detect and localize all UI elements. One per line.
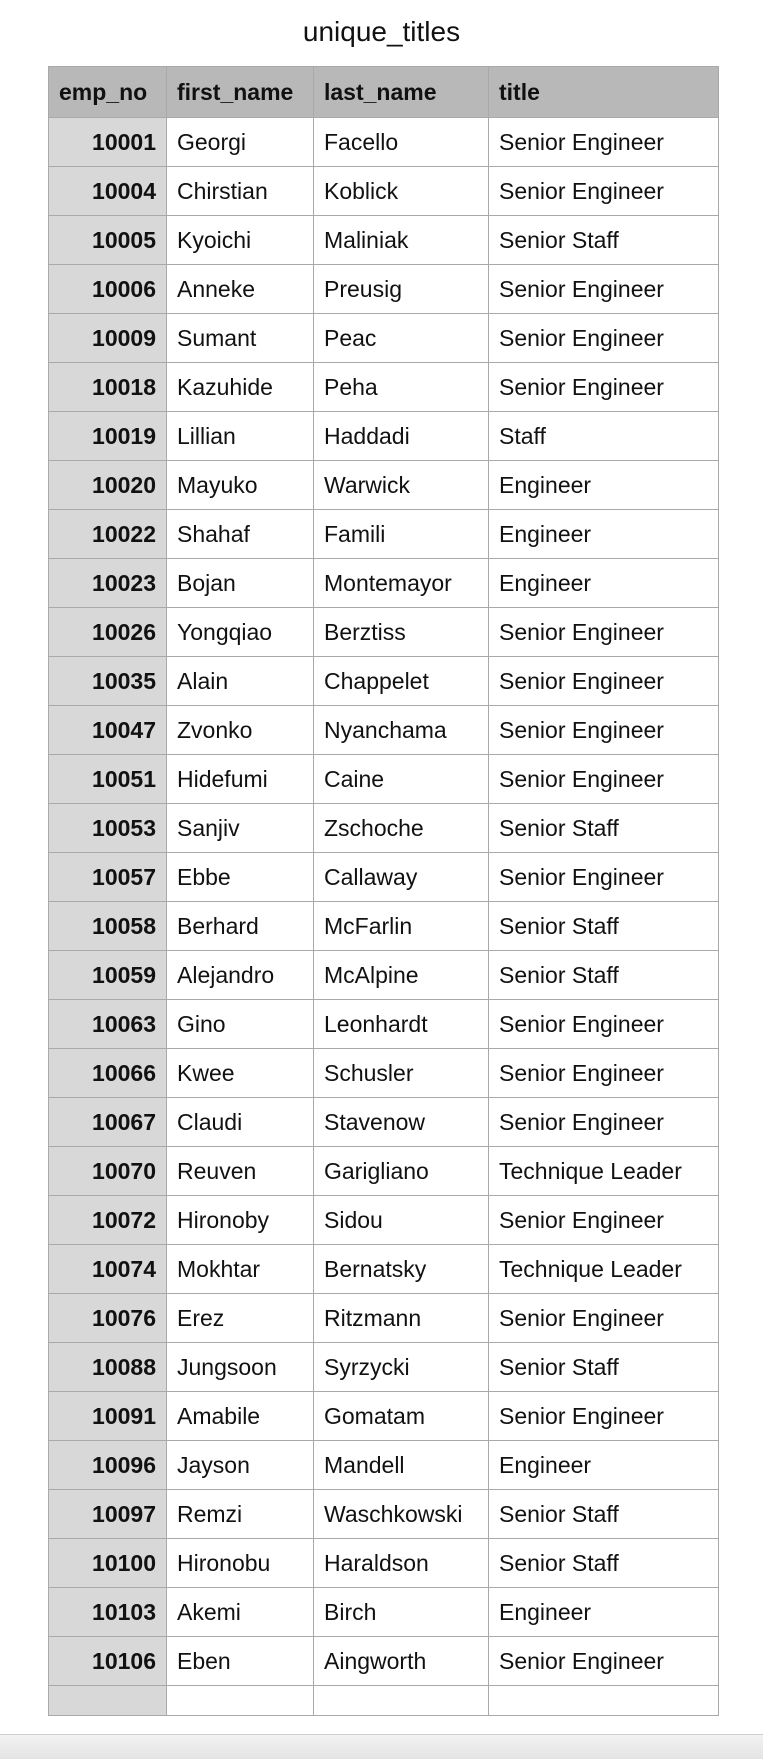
title-cell: Staff	[489, 412, 719, 461]
table-row	[49, 1000, 719, 1049]
table-row	[49, 1294, 719, 1343]
emp-no-cell: 10019	[49, 412, 167, 461]
emp-no-cell: 10066	[49, 1049, 167, 1098]
title-cell: Senior Engineer	[489, 755, 719, 804]
table-row	[49, 461, 719, 510]
table-row	[49, 265, 719, 314]
emp-no-cell: 10047	[49, 706, 167, 755]
last-name-cell: Koblick	[314, 167, 489, 216]
last-name-cell: Peha	[314, 363, 489, 412]
title-cell: Technique Leader	[489, 1147, 719, 1196]
table-row	[49, 608, 719, 657]
first-name-cell: Hironobu	[167, 1539, 314, 1588]
last-name-cell: Gomatam	[314, 1392, 489, 1441]
emp-no-cell: 10072	[49, 1196, 167, 1245]
last-name-cell: Aingworth	[314, 1637, 489, 1686]
last-name-cell: Chappelet	[314, 657, 489, 706]
title-cell: Senior Staff	[489, 1343, 719, 1392]
first-name-cell: Gino	[167, 1000, 314, 1049]
last-name-cell: Berztiss	[314, 608, 489, 657]
last-name-cell: Haraldson	[314, 1539, 489, 1588]
title-cell: Senior Staff	[489, 1539, 719, 1588]
emp-no-cell: 10091	[49, 1392, 167, 1441]
emp-no-cell: 10106	[49, 1637, 167, 1686]
last-name-cell: Sidou	[314, 1196, 489, 1245]
title-cell: Senior Engineer	[489, 118, 719, 167]
first-name-cell: Kyoichi	[167, 216, 314, 265]
last-name-cell: Zschoche	[314, 804, 489, 853]
title-cell: Senior Staff	[489, 216, 719, 265]
table-row	[49, 1588, 719, 1637]
emp-no-cell: 10004	[49, 167, 167, 216]
title-cell: Senior Staff	[489, 804, 719, 853]
emp-no-cell: 10057	[49, 853, 167, 902]
title-cell: Senior Engineer	[489, 1637, 719, 1686]
last-name-cell: Garigliano	[314, 1147, 489, 1196]
last-name-cell: Facello	[314, 118, 489, 167]
first-name-cell: Shahaf	[167, 510, 314, 559]
emp-no-cell: 10100	[49, 1539, 167, 1588]
emp-no-cell: 10020	[49, 461, 167, 510]
title-cell: Senior Staff	[489, 951, 719, 1000]
empty-cell	[314, 1686, 489, 1716]
table-row	[49, 1392, 719, 1441]
table-row	[49, 412, 719, 461]
last-name-cell: Leonhardt	[314, 1000, 489, 1049]
title-cell: Senior Engineer	[489, 265, 719, 314]
last-name-cell: Syrzycki	[314, 1343, 489, 1392]
emp-no-cell: 10059	[49, 951, 167, 1000]
first-name-cell: Chirstian	[167, 167, 314, 216]
data-table	[48, 66, 719, 1716]
title-cell: Senior Engineer	[489, 1098, 719, 1147]
emp-no-cell: 10074	[49, 1245, 167, 1294]
first-name-cell: Bojan	[167, 559, 314, 608]
first-name-cell: Mayuko	[167, 461, 314, 510]
table-row	[49, 1049, 719, 1098]
first-name-cell: Sanjiv	[167, 804, 314, 853]
table-row	[49, 1098, 719, 1147]
title-cell: Engineer	[489, 510, 719, 559]
emp-no-cell: 10058	[49, 902, 167, 951]
first-name-cell: Akemi	[167, 1588, 314, 1637]
table-row	[49, 314, 719, 363]
empty-cell	[489, 1686, 719, 1716]
first-name-cell: Berhard	[167, 902, 314, 951]
title-cell: Engineer	[489, 461, 719, 510]
column-header-first-name: first_name	[167, 67, 314, 118]
first-name-cell: Yongqiao	[167, 608, 314, 657]
last-name-cell: Haddadi	[314, 412, 489, 461]
table-row	[49, 1343, 719, 1392]
emp-no-cell: 10001	[49, 118, 167, 167]
title-cell: Senior Engineer	[489, 608, 719, 657]
first-name-cell: Jungsoon	[167, 1343, 314, 1392]
column-header-emp-no: emp_no	[49, 67, 167, 118]
last-name-cell: McFarlin	[314, 902, 489, 951]
first-name-cell: Kazuhide	[167, 363, 314, 412]
first-name-cell: Reuven	[167, 1147, 314, 1196]
table-row	[49, 510, 719, 559]
title-cell: Senior Staff	[489, 1490, 719, 1539]
title-cell: Engineer	[489, 1441, 719, 1490]
emp-no-cell: 10022	[49, 510, 167, 559]
title-cell: Senior Engineer	[489, 314, 719, 363]
first-name-cell: Hidefumi	[167, 755, 314, 804]
title-cell: Technique Leader	[489, 1245, 719, 1294]
table-row	[49, 167, 719, 216]
title-cell: Engineer	[489, 1588, 719, 1637]
first-name-cell: Jayson	[167, 1441, 314, 1490]
last-name-cell: Callaway	[314, 853, 489, 902]
first-name-cell: Eben	[167, 1637, 314, 1686]
table-row	[49, 363, 719, 412]
table-row	[49, 1539, 719, 1588]
title-cell: Senior Engineer	[489, 167, 719, 216]
header-row	[49, 67, 719, 118]
last-name-cell: Birch	[314, 1588, 489, 1637]
last-name-cell: Nyanchama	[314, 706, 489, 755]
title-cell: Senior Engineer	[489, 853, 719, 902]
title-cell: Senior Staff	[489, 902, 719, 951]
last-name-cell: Mandell	[314, 1441, 489, 1490]
table-row	[49, 755, 719, 804]
emp-no-cell: 10018	[49, 363, 167, 412]
last-name-cell: McAlpine	[314, 951, 489, 1000]
title-cell: Senior Engineer	[489, 1196, 719, 1245]
emp-no-cell: 10006	[49, 265, 167, 314]
emp-no-cell: 10009	[49, 314, 167, 363]
emp-no-cell: 10097	[49, 1490, 167, 1539]
emp-no-cell: 10070	[49, 1147, 167, 1196]
table-row	[49, 1147, 719, 1196]
last-name-cell: Maliniak	[314, 216, 489, 265]
emp-no-cell: 10076	[49, 1294, 167, 1343]
table-row	[49, 1490, 719, 1539]
emp-no-cell: 10026	[49, 608, 167, 657]
first-name-cell: Zvonko	[167, 706, 314, 755]
last-name-cell: Peac	[314, 314, 489, 363]
table-row-partial	[49, 1686, 719, 1716]
title-cell: Senior Engineer	[489, 657, 719, 706]
table-row	[49, 657, 719, 706]
column-header-last-name: last_name	[314, 67, 489, 118]
last-name-cell: Stavenow	[314, 1098, 489, 1147]
emp-no-cell: 10035	[49, 657, 167, 706]
table-row	[49, 951, 719, 1000]
table-row	[49, 1441, 719, 1490]
empty-cell	[167, 1686, 314, 1716]
title-cell: Senior Engineer	[489, 1392, 719, 1441]
table-row	[49, 1245, 719, 1294]
last-name-cell: Waschkowski	[314, 1490, 489, 1539]
first-name-cell: Erez	[167, 1294, 314, 1343]
first-name-cell: Amabile	[167, 1392, 314, 1441]
first-name-cell: Mokhtar	[167, 1245, 314, 1294]
last-name-cell: Ritzmann	[314, 1294, 489, 1343]
title-cell: Senior Engineer	[489, 706, 719, 755]
emp-no-cell: 10067	[49, 1098, 167, 1147]
table-row	[49, 853, 719, 902]
first-name-cell: Alejandro	[167, 951, 314, 1000]
first-name-cell: Claudi	[167, 1098, 314, 1147]
table-title: unique_titles	[302, 16, 461, 47]
emp-no-cell: 10051	[49, 755, 167, 804]
table-row	[49, 804, 719, 853]
title-cell: Senior Engineer	[489, 363, 719, 412]
title-cell: Senior Engineer	[489, 1294, 719, 1343]
last-name-cell: Montemayor	[314, 559, 489, 608]
emp-no-cell: 10063	[49, 1000, 167, 1049]
table-row	[49, 118, 719, 167]
emp-no-cell: 10096	[49, 1441, 167, 1490]
first-name-cell: Hironoby	[167, 1196, 314, 1245]
table-row	[49, 1196, 719, 1245]
window-bottom-edge	[0, 1734, 763, 1759]
first-name-cell: Kwee	[167, 1049, 314, 1098]
last-name-cell: Caine	[314, 755, 489, 804]
table-row	[49, 216, 719, 265]
emp-no-cell: 10103	[49, 1588, 167, 1637]
first-name-cell: Anneke	[167, 265, 314, 314]
first-name-cell: Lillian	[167, 412, 314, 461]
last-name-cell: Warwick	[314, 461, 489, 510]
emp-no-cell: 10005	[49, 216, 167, 265]
last-name-cell: Preusig	[314, 265, 489, 314]
title-cell: Senior Engineer	[489, 1049, 719, 1098]
table-body	[49, 118, 719, 1716]
last-name-cell: Bernatsky	[314, 1245, 489, 1294]
last-name-cell: Schusler	[314, 1049, 489, 1098]
last-name-cell: Famili	[314, 510, 489, 559]
column-header-title: title	[489, 67, 719, 118]
emp-no-cell: 10053	[49, 804, 167, 853]
first-name-cell: Ebbe	[167, 853, 314, 902]
emp-no-cell: 10088	[49, 1343, 167, 1392]
table-row	[49, 1637, 719, 1686]
first-name-cell: Remzi	[167, 1490, 314, 1539]
first-name-cell: Georgi	[167, 118, 314, 167]
table-row	[49, 559, 719, 608]
table-row	[49, 902, 719, 951]
empty-cell	[49, 1686, 167, 1716]
title-cell: Senior Engineer	[489, 1000, 719, 1049]
table-row	[49, 706, 719, 755]
emp-no-cell: 10023	[49, 559, 167, 608]
first-name-cell: Sumant	[167, 314, 314, 363]
first-name-cell: Alain	[167, 657, 314, 706]
title-cell: Engineer	[489, 559, 719, 608]
